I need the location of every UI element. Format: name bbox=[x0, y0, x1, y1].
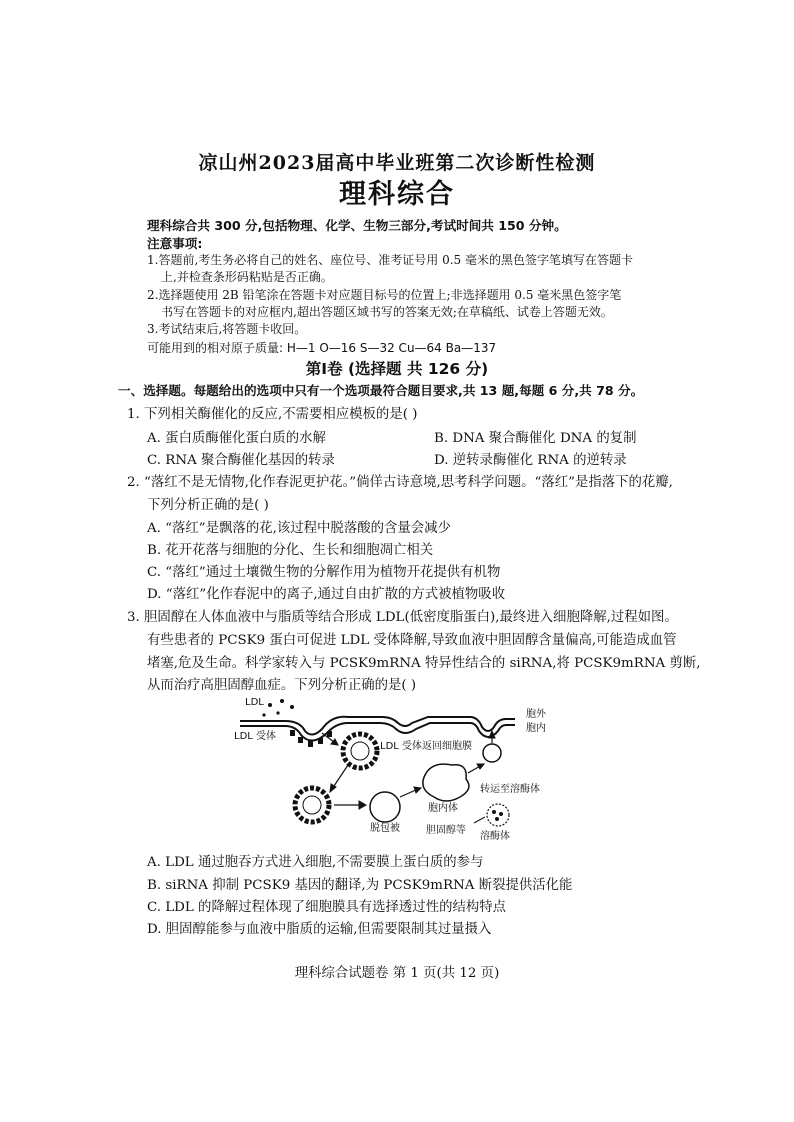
arrow-3 bbox=[334, 801, 366, 809]
question-2-option-d: D. “落红”化作春泥中的离子,通过自由扩散的方式被植物吸收 bbox=[147, 587, 506, 602]
transport-lysosome-label: 转运至溶酶体 bbox=[480, 784, 540, 795]
page-footer: 理科综合试题卷 第 1 页(共 12 页) bbox=[294, 966, 500, 981]
question-3-stem-cont-3: 从而治疗高胆固醇血症。下列分析正确的是( ) bbox=[147, 678, 417, 693]
ldl-receptor-label: LDL 受体 bbox=[234, 731, 277, 742]
receptor-return-label: LDL 受体返回细胞膜 bbox=[380, 741, 473, 752]
question-2-option-a: A. “落红”是飘落的花,该过程中脱落酸的含量会减少 bbox=[147, 521, 451, 536]
arrow-return bbox=[489, 731, 495, 743]
notice-item-2-cont: 书写在答题卡的对应框内,超出答题区域书写的答案无效;在草稿纸、试卷上答题无效。 bbox=[161, 305, 613, 319]
question-2-option-c: C. “落红”通过土壤微生物的分解作用为植物开花提供有机物 bbox=[147, 565, 501, 580]
question-1-option-a: A. 蛋白质酶催化蛋白质的水解 bbox=[147, 431, 326, 446]
part-instructions: 一、选择题。每题给出的选项中只有一个选项最符合题目要求,共 13 题,每题 6 分,共 78 分。 bbox=[118, 383, 644, 398]
notice-item-1-cont: 上,并检查条形码粘贴是否正确。 bbox=[161, 270, 333, 284]
ldl-particles bbox=[262, 699, 294, 717]
notice-item-2: 2.选择题使用 2B 铅笔涂在答题卡对应题目标号的位置上;非选择题用 0.5 毫米黑色签字笔 bbox=[147, 288, 622, 302]
question-2-stem-cont: 下列分析正确的是( ) bbox=[147, 498, 269, 513]
question-1-stem: 1. 下列相关酶催化的反应,不需要相应模板的是( ) bbox=[127, 407, 418, 422]
notice-item-3: 3.考试结束后,将答题卡收回。 bbox=[147, 322, 307, 336]
exam-summary: 理科综合共 300 分,包括物理、化学、生物三部分,考试时间共 150 分钟。 bbox=[147, 218, 567, 233]
subject-title: 理科综合 bbox=[339, 179, 455, 210]
uncoat-label: 脱包被 bbox=[370, 823, 400, 834]
notice-item-1: 1.答题前,考生务必将自己的姓名、座位号、准考证号用 0.5 毫米的黑色签字笔填写在答题卡 bbox=[147, 253, 633, 267]
lysosome bbox=[487, 804, 509, 826]
coated-vesicle bbox=[343, 734, 377, 768]
question-1-option-c: C. RNA 聚合酶催化基因的转录 bbox=[147, 453, 335, 468]
question-1-option-d: D. 逆转录酶催化 RNA 的逆转录 bbox=[434, 453, 627, 468]
question-3-option-c: C. LDL 的降解过程体现了细胞膜具有选择透过性的结构特点 bbox=[147, 900, 507, 915]
exam-title: 凉山州2023届高中毕业班第二次诊断性检测 bbox=[198, 152, 596, 174]
ldl-endocytosis-diagram bbox=[230, 693, 570, 843]
question-3-option-a: A. LDL 通过胞吞方式进入细胞,不需要膜上蛋白质的参与 bbox=[147, 855, 484, 870]
question-3-stem: 3. 胆固醇在人体血液中与脂质等结合形成 LDL(低密度脂蛋白),最终进入细胞降解,过程如图。 bbox=[127, 610, 678, 625]
cholesterol-label: 胆固醇等 bbox=[426, 825, 466, 836]
question-3-option-d: D. 胆固醇能参与血液中脂质的运输,但需要限制其过量摄入 bbox=[147, 922, 492, 937]
uncoated-vesicle bbox=[370, 792, 400, 822]
atomic-masses: 可能用到的相对原子质量: H—1 O—16 S—32 Cu—64 Ba—137 bbox=[147, 341, 497, 355]
lysosome-label: 溶酶体 bbox=[480, 831, 510, 842]
arrow-to-lysosome bbox=[468, 764, 484, 773]
cell-membrane bbox=[240, 717, 515, 741]
question-3-option-b: B. siRNA 抑制 PCSK9 基因的翻译,为 PCSK9mRNA 断裂提供活化能 bbox=[147, 878, 573, 893]
endosome bbox=[423, 764, 469, 801]
ldl-label: LDL bbox=[245, 697, 264, 708]
receptor-return-vesicle bbox=[483, 744, 501, 762]
arrow-4 bbox=[400, 787, 421, 797]
inside-label: 胞内 bbox=[526, 723, 546, 734]
question-1-option-b: B. DNA 聚合酶催化 DNA 的复制 bbox=[434, 431, 637, 446]
arrow-cholesterol bbox=[474, 817, 485, 823]
section-title: 第Ⅰ卷 (选择题 共 126 分) bbox=[305, 360, 489, 378]
endosome-label: 胞内体 bbox=[428, 803, 458, 814]
question-3-stem-cont-1: 有些患者的 PCSK9 蛋白可促进 LDL 受体降解,导致血液中胆固醇含量偏高,可能造成血管 bbox=[147, 633, 677, 648]
coated-vesicle-2 bbox=[295, 788, 329, 822]
arrow-2 bbox=[330, 765, 348, 792]
notice-title: 注意事项: bbox=[147, 236, 203, 251]
question-2-option-b: B. 花开花落与细胞的分化、生长和细胞凋亡相关 bbox=[147, 543, 434, 558]
outside-label: 胞外 bbox=[526, 709, 546, 720]
question-3-stem-cont-2: 堵塞,危及生命。科学家转入与 PCSK9mRNA 特异性结合的 siRNA,将 PCSK9mRNA 剪断, bbox=[147, 656, 701, 671]
ldl-receptors bbox=[290, 730, 332, 747]
question-2-stem: 2. “落红不是无情物,化作春泥更护花。”倘佯古诗意境,思考科学问题。“落红”是指落下的花瓣, bbox=[127, 475, 673, 490]
